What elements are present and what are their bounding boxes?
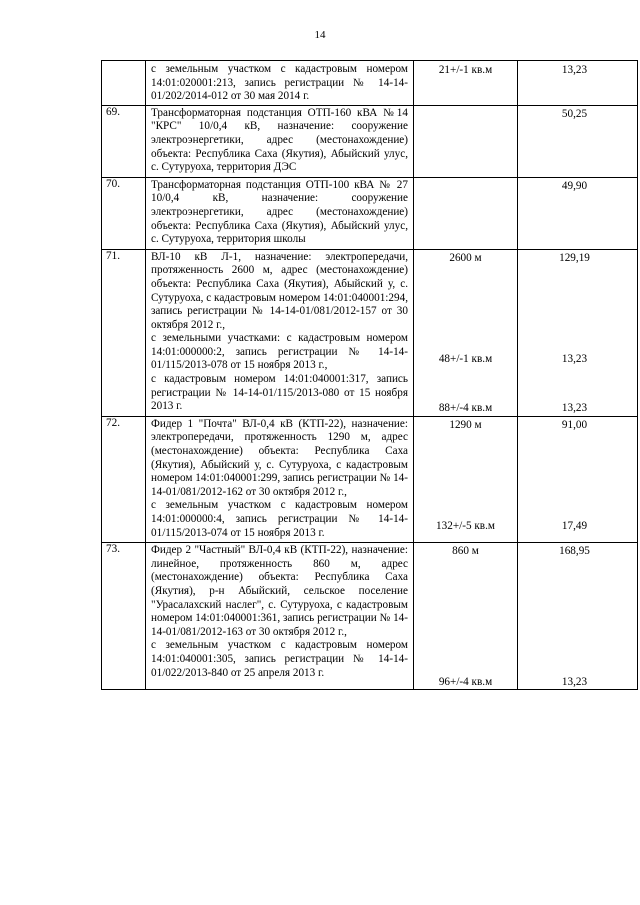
- description-cell: [146, 105, 414, 177]
- description-text: Трансформаторная подстанция ОТП-100 кВА № 27 10/0,4 кВ, назначение: сооружение электроэнергетики, адрес (местонахождение) объекта: Республика Саха (Якутия), Абыйский улус, с. Сутуруоха, территория школы: [151, 178, 408, 246]
- row-number: 72.: [102, 416, 146, 542]
- description-text: с земельным участком с кадастровым номером 14:01:040001:305, запись регистрации № 14-14-01/022/2013-840 от 25 апреля 2013 г.: [151, 639, 408, 679]
- description-text: Фидер 2 "Частный" ВЛ-0,4 кВ (КТП-22), назначение: линейное, протяженность 860 м, адрес (местонахождение) объекта: Республика Саха (Якутия), р-н Абыйский, сельское поселение "Урасалахский наслег", с. Сутуруоха, с кадастровым номером 14:01:040001:361, запись регистрации № 14-14-01/081/2012-163 от 30 октября 2012 г.,: [151, 544, 408, 638]
- value-amount: 129,19: [559, 251, 590, 264]
- table-row: [102, 61, 638, 106]
- row-number: 73.: [102, 543, 146, 690]
- description-text: с кадастровым номером 14:01:040001:317, запись регистрации № 14-14-01/115/2013-080 от 15 ноября 2013 г.: [151, 373, 408, 413]
- description-text: с земельными участками: с кадастровым номером 14:01:000000:2, запись регистрации № 14-14-01/115/2013-078 от 15 ноября 2013 г.,: [151, 332, 408, 372]
- quantity-value: 1290 м: [449, 418, 482, 431]
- description-text: с земельным участком с кадастровым номером 14:01:000000:4, запись регистрации № 14-14-01/115/2013-074 от 15 ноября 2013 г.: [151, 499, 408, 539]
- table-row: [102, 543, 638, 690]
- value-cell: [518, 249, 638, 416]
- table-row: [102, 177, 638, 249]
- quantity-value: 96+/-4 кв.м: [438, 675, 493, 688]
- value-cell: [518, 177, 638, 249]
- description-cell: [146, 61, 414, 106]
- description-text: с земельным участком с кадастровым номером 14:01:020001:213, запись регистрации № 14-14-01/202/2014-012 от 30 мая 2014 г.: [151, 63, 408, 103]
- quantity-cell: [414, 543, 518, 690]
- value-cell: [518, 416, 638, 542]
- value-amount: 168,95: [559, 545, 590, 558]
- description-cell: [146, 249, 414, 416]
- description-cell: [146, 177, 414, 249]
- quantity-value: 21+/-1 кв.м: [438, 64, 493, 76]
- value-amount: 17,49: [561, 520, 588, 533]
- value-amount: 13,23: [561, 353, 588, 366]
- description-text: ВЛ-10 кВ Л-1, назначение: электропередачи, протяженность 2600 м, адрес (местонахождение) объекта: Республика Саха (Якутия), Абыйский у, с. Сутуруоха, с кадастровым номером 14:01:040001:294, запись регистрации № 14-14-01/081/2012-157 от 30 октября 2012 г.,: [151, 250, 408, 331]
- row-number: [102, 61, 146, 106]
- value-cell: [518, 543, 638, 690]
- quantity-value: 48+/-1 кв.м: [438, 353, 493, 366]
- quantity-cell: [414, 105, 518, 177]
- value-amount: 13,23: [561, 64, 588, 76]
- description-cell: [146, 416, 414, 542]
- description-cell: [146, 543, 414, 690]
- quantity-value: 88+/-4 кв.м: [438, 401, 493, 414]
- quantity-value: 860 м: [452, 545, 479, 558]
- quantity-cell: [414, 61, 518, 106]
- value-amount: 13,23: [561, 401, 588, 414]
- value-amount: 91,00: [561, 418, 588, 431]
- value-cell: [518, 105, 638, 177]
- table-row: [102, 105, 638, 177]
- description-text: Фидер 1 "Почта" ВЛ-0,4 кВ (КТП-22), назначение: электропередачи, протяженность 1290 м, адрес (местонахождение) объекта: Республика Саха (Якутия), Абыйский у, с. Сутуруоха, с кадастровым номером 14:01:040001:299, запись регистрации № 14-14-01/081/2012-162 от 30 октября 2012 г.,: [151, 417, 408, 498]
- quantity-cell: [414, 177, 518, 249]
- table-row: [102, 416, 638, 542]
- description-text: Трансформаторная подстанция ОТП-160 кВА №14 "КРС" 10/0,4 кВ, назначение: сооружение электроэнергетики, адрес (местонахождение) объекта: Республика Саха (Якутия), Абыйский улус, с. Сутуруоха, территория ДЭС: [151, 106, 408, 174]
- value-amount: 13,23: [561, 675, 588, 688]
- value-amount: 49,90: [561, 179, 588, 192]
- value-amount: 50,25: [561, 107, 588, 120]
- property-registry-table: [101, 60, 638, 690]
- quantity-cell: [414, 416, 518, 542]
- quantity-cell: [414, 249, 518, 416]
- page-number: 14: [314, 29, 326, 41]
- quantity-value: 132+/-5 кв.м: [436, 520, 495, 533]
- table-row: [102, 249, 638, 416]
- row-number: 71.: [102, 249, 146, 416]
- quantity-value: 2600 м: [449, 251, 482, 264]
- row-number: 69.: [102, 105, 146, 177]
- value-cell: [518, 61, 638, 106]
- row-number: 70.: [102, 177, 146, 249]
